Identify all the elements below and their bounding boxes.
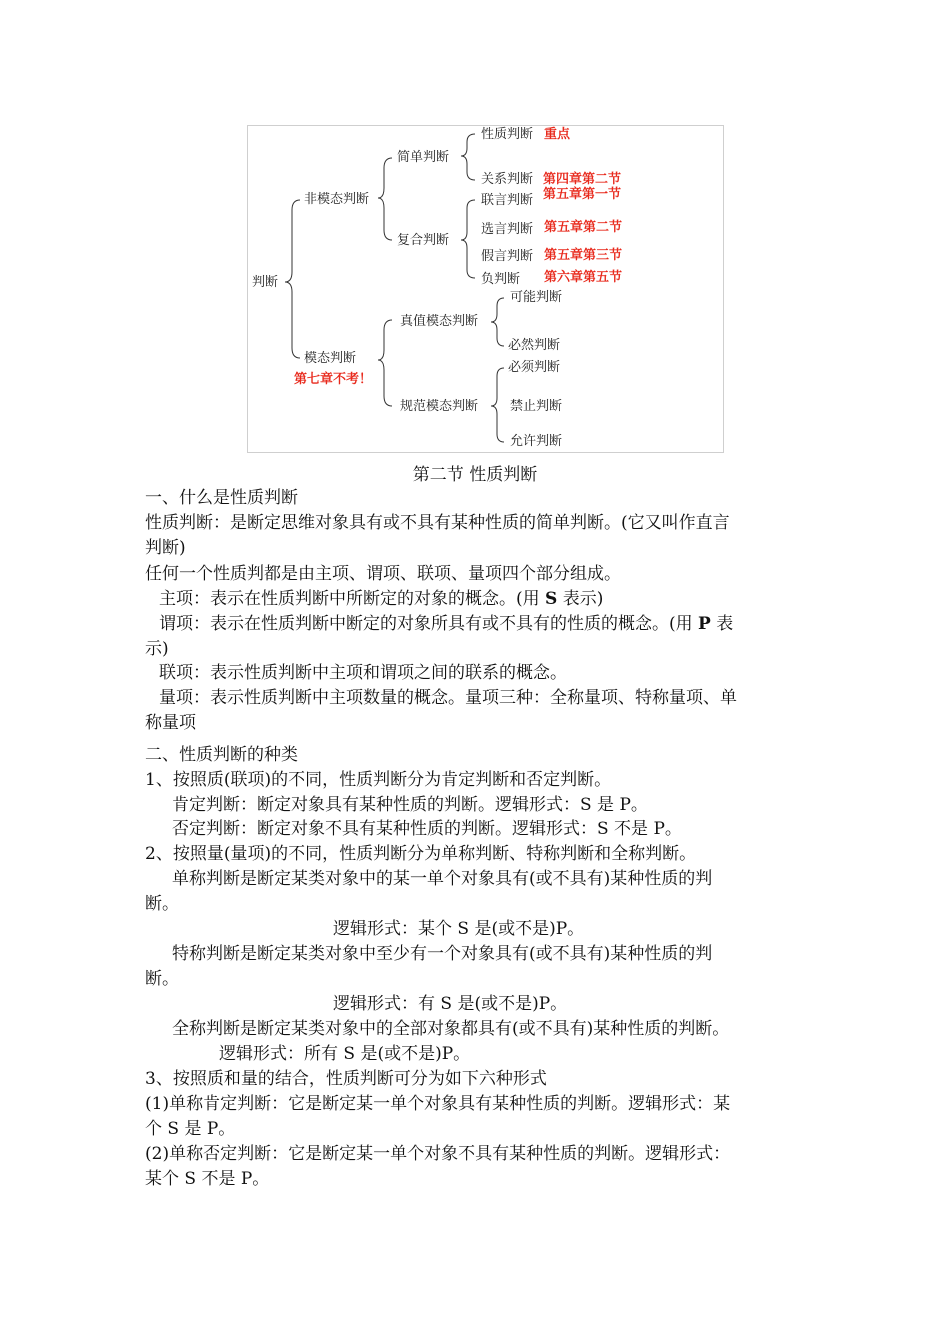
diagram-node-simple: 简单判断 [397, 150, 450, 165]
section-title: 第二节 性质判断 [412, 465, 538, 485]
diagram-note-relation: 第四章第二节 [543, 172, 622, 187]
text-line: 判断) [145, 538, 186, 558]
text-line: (2)单称否定判断：它是断定某一单个对象不具有某种性质的判断。逻辑形式： [145, 1144, 731, 1164]
text-line: 1、按照质(联项)的不同，性质判断分为肯定判断和否定判断。 [145, 770, 612, 790]
text-line: 个 S 是 P。 [145, 1119, 236, 1139]
judgment-classification-diagram [247, 125, 724, 453]
heading-kinds: 二、性质判断的种类 [145, 745, 298, 765]
diagram-node-disjunctive: 选言判断 [481, 222, 534, 237]
diagram-node-permitted: 允许判断 [510, 434, 563, 449]
diagram-node-compound: 复合判断 [397, 233, 450, 248]
diagram-note-negative: 第六章第五节 [544, 270, 623, 285]
diagram-node-judgment: 判断 [252, 275, 279, 290]
diagram-node-necessary: 必然判断 [508, 338, 561, 353]
text-line: 量项：表示性质判断中主项数量的概念。量项三种：全称量项、特称量项、单 [159, 688, 737, 708]
text-line: 3、按照质和量的结合，性质判断可分为如下六种形式 [145, 1069, 547, 1089]
diagram-note-disjunctive: 第五章第二节 [544, 220, 623, 235]
text-line: 某个 S 不是 P。 [145, 1169, 270, 1189]
heading-what-is: 一、什么是性质判断 [145, 488, 298, 508]
diagram-node-property: 性质判断 [481, 127, 534, 142]
diagram-node-truth-modal: 真值模态判断 [400, 314, 479, 329]
text-line: 称量项 [145, 713, 196, 733]
diagram-note-conjunctive: 第五章第一节 [543, 187, 622, 202]
text-line: 任何一个性质判都是由主项、谓项、联项、量项四个部分组成。 [145, 564, 621, 584]
text-line: 逻辑形式：某个 S 是(或不是)P。 [333, 919, 585, 939]
diagram-node-negative: 负判断 [481, 272, 521, 287]
diagram-node-non-modal: 非模态判断 [304, 192, 370, 207]
diagram-note-property: 重点 [544, 127, 571, 142]
text-line: (1)单称肯定判断：它是断定某一单个对象具有某种性质的判断。逻辑形式：某 [145, 1094, 731, 1114]
text-line: 性质判断：是断定思维对象具有或不具有某种性质的简单判断。(它又叫作直言 [145, 513, 730, 533]
diagram-node-modal: 模态判断 [304, 351, 357, 366]
diagram-note-modal: 第七章不考！ [294, 372, 373, 387]
text-line-subject: 主项：表示在性质判断中所断定的对象的概念。(用 S 表示) [159, 589, 604, 609]
diagram-node-forbidden: 禁止判断 [510, 399, 563, 414]
text-line: 断。 [145, 969, 179, 989]
text-line: 示) [145, 639, 169, 659]
text-line: 逻辑形式：所有 S 是(或不是)P。 [219, 1044, 471, 1064]
text-line: 单称判断是断定某类对象中的某一单个对象具有(或不具有)某种性质的判 [172, 869, 713, 889]
diagram-node-conjunctive: 联言判断 [481, 193, 534, 208]
text-line: 全称判断是断定某类对象中的全部对象都具有(或不具有)某种性质的判断。 [172, 1019, 730, 1039]
diagram-node-normative-modal: 规范模态判断 [400, 399, 479, 414]
diagram-node-possible: 可能判断 [510, 290, 563, 305]
diagram-node-hypothetical: 假言判断 [481, 249, 534, 264]
text-line: 2、按照量(量项)的不同，性质判断分为单称判断、特称判断和全称判断。 [145, 844, 697, 864]
text-line: 逻辑形式：有 S 是(或不是)P。 [333, 994, 568, 1014]
text-line: 特称判断是断定某类对象中至少有一个对象具有(或不具有)某种性质的判 [172, 944, 713, 964]
text-line: 联项：表示性质判断中主项和谓项之间的联系的概念。 [159, 663, 567, 683]
text-line: 断。 [145, 894, 179, 914]
diagram-node-obligatory: 必须判断 [508, 360, 561, 375]
text-line: 肯定判断：断定对象具有某种性质的判断。逻辑形式：S 是 P。 [172, 795, 648, 815]
text-line-predicate: 谓项：表示在性质判断中断定的对象所具有或不具有的性质的概念。(用 P 表 [159, 614, 734, 634]
diagram-node-relation: 关系判断 [481, 172, 534, 187]
text-line: 否定判断：断定对象不具有某种性质的判断。逻辑形式：S 不是 P。 [172, 819, 682, 839]
diagram-note-hypothetical: 第五章第三节 [544, 248, 623, 263]
